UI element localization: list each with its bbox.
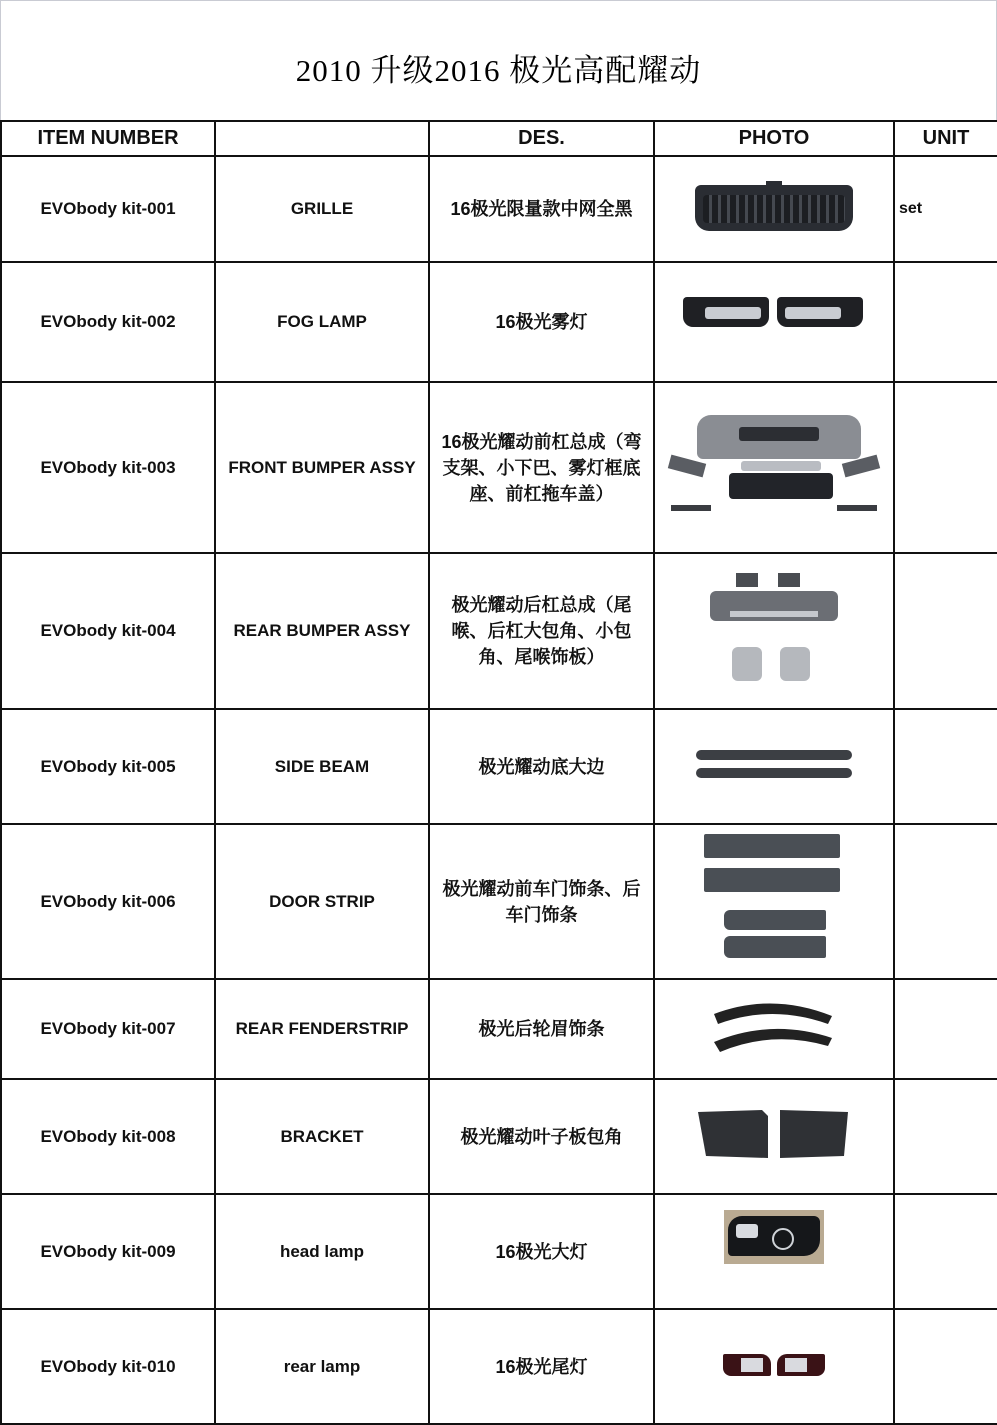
rear-lamp-photo xyxy=(723,1350,825,1378)
table-row xyxy=(1,1079,997,1194)
item-unit xyxy=(894,979,997,1079)
table-row xyxy=(1,382,997,553)
photo-cell xyxy=(654,1309,894,1424)
item-description: 极光耀动底大边 xyxy=(429,709,654,824)
item-name: DOOR STRIP xyxy=(215,824,429,979)
header-item-number: ITEM NUMBER xyxy=(1,121,215,156)
fender-strip-photo xyxy=(712,1000,836,1054)
item-number: EVObody kit-007 xyxy=(1,979,215,1079)
item-name: head lamp xyxy=(215,1194,429,1309)
photo-cell xyxy=(654,553,894,709)
item-description: 极光后轮眉饰条 xyxy=(429,979,654,1079)
photo-cell xyxy=(654,1079,894,1194)
parts-table xyxy=(0,120,997,1425)
item-number: EVObody kit-004 xyxy=(1,553,215,709)
item-unit xyxy=(894,262,997,382)
item-unit xyxy=(894,553,997,709)
item-description: 极光耀动后杠总成（尾喉、后杠大包角、小包角、尾喉饰板） xyxy=(429,553,654,709)
item-name: SIDE BEAM xyxy=(215,709,429,824)
fog-lamp-photo xyxy=(683,295,865,333)
item-number: EVObody kit-009 xyxy=(1,1194,215,1309)
item-number: EVObody kit-002 xyxy=(1,262,215,382)
table-row xyxy=(1,1309,997,1424)
item-number: EVObody kit-010 xyxy=(1,1309,215,1424)
photo-cell xyxy=(654,1194,894,1309)
table-row xyxy=(1,156,997,262)
item-number: EVObody kit-008 xyxy=(1,1079,215,1194)
document-title: 2010 升级2016 极光高配耀动 xyxy=(295,53,702,88)
item-description: 16极光尾灯 xyxy=(429,1309,654,1424)
side-beam-photo xyxy=(696,748,852,780)
rear-bumper-photo xyxy=(710,573,838,685)
item-description: 极光耀动叶子板包角 xyxy=(429,1079,654,1194)
front-bumper-photo xyxy=(669,415,879,515)
item-description: 16极光耀动前杠总成（弯支架、小下巴、雾灯框底座、前杠拖车盖） xyxy=(429,382,654,553)
item-name: BRACKET xyxy=(215,1079,429,1194)
item-unit xyxy=(894,1194,997,1309)
door-strip-photo xyxy=(704,834,844,964)
item-name: rear lamp xyxy=(215,1309,429,1424)
item-description: 极光耀动前车门饰条、后车门饰条 xyxy=(429,824,654,979)
item-name: FOG LAMP xyxy=(215,262,429,382)
bracket-photo xyxy=(698,1108,850,1158)
table-row xyxy=(1,979,997,1079)
head-lamp-photo xyxy=(724,1210,824,1264)
grille-photo xyxy=(695,181,853,233)
item-number: EVObody kit-003 xyxy=(1,382,215,553)
header-photo: PHOTO xyxy=(654,121,894,156)
table-row xyxy=(1,553,997,709)
header-blank xyxy=(215,121,429,156)
table-row xyxy=(1,262,997,382)
item-number: EVObody kit-006 xyxy=(1,824,215,979)
item-unit xyxy=(894,824,997,979)
item-unit xyxy=(894,1309,997,1424)
item-description: 16极光大灯 xyxy=(429,1194,654,1309)
item-name: FRONT BUMPER ASSY xyxy=(215,382,429,553)
photo-cell xyxy=(654,979,894,1079)
item-number: EVObody kit-005 xyxy=(1,709,215,824)
item-unit xyxy=(894,1079,997,1194)
item-unit xyxy=(894,709,997,824)
photo-cell xyxy=(654,709,894,824)
title-box xyxy=(0,0,997,120)
photo-cell xyxy=(654,824,894,979)
item-name: REAR FENDERSTRIP xyxy=(215,979,429,1079)
header-unit: UNIT xyxy=(894,121,997,156)
photo-cell xyxy=(654,262,894,382)
item-description: 16极光雾灯 xyxy=(429,262,654,382)
table-row xyxy=(1,1194,997,1309)
item-number: EVObody kit-001 xyxy=(1,156,215,262)
item-unit: set xyxy=(894,156,997,262)
header-des: DES. xyxy=(429,121,654,156)
photo-cell xyxy=(654,382,894,553)
item-description: 16极光限量款中网全黑 xyxy=(429,156,654,262)
table-row xyxy=(1,709,997,824)
header-row xyxy=(1,121,997,156)
item-unit xyxy=(894,382,997,553)
item-name: GRILLE xyxy=(215,156,429,262)
table-row xyxy=(1,824,997,979)
photo-cell xyxy=(654,156,894,262)
item-name: REAR BUMPER ASSY xyxy=(215,553,429,709)
